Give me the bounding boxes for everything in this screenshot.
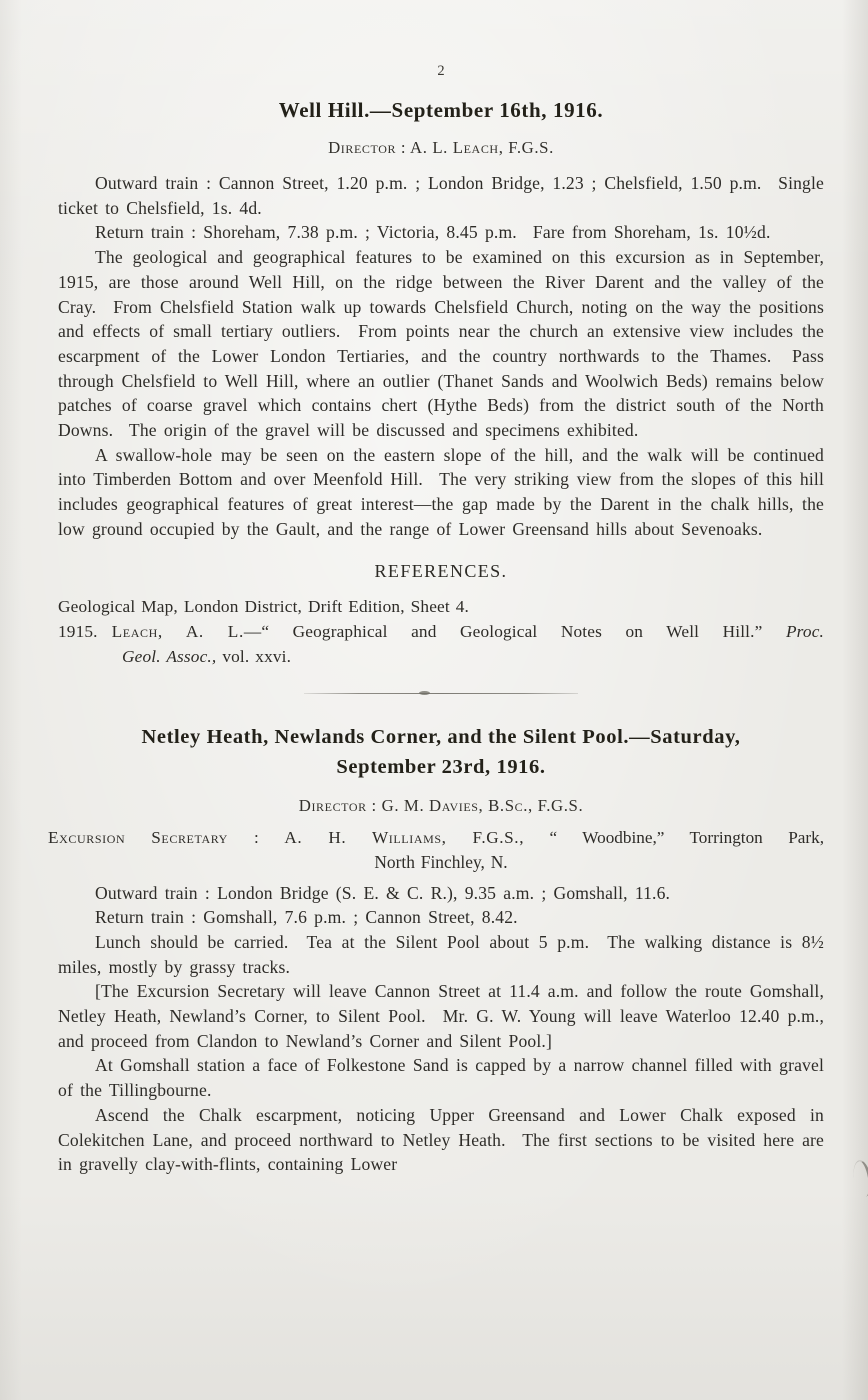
- references-heading: REFERENCES.: [374, 560, 508, 581]
- reference-year: 1915.: [58, 621, 98, 641]
- reference-journal-start: Proc.: [785, 621, 824, 641]
- paragraph-geological-features: The geological and geographical features to be examined on this excursion as in September, 1915, are those around Well Hill, on the ridge between the River Darent and the valley of the Cray. From Chelsfield Station walk up towards Chelsfield Church, noting on the way the positions and effects of small tertiary outliers. From points near the church an extensive view includes the escarpment of the Lower London Tertiaries, and the country northwards to the Thames. Pass through Chelsfield to Well Hill, where an outlier (Thanet Sands and Woolwich Beds) remains below patches of coarse gravel which contains chert (Hythe Beds) from the district south of the North Downs. The origin of the gravel will be discussed and specimens exhibited.: [58, 247, 824, 441]
- reference-title: —“ Geographical and Geological Notes on Well Hill.”: [243, 621, 763, 641]
- paragraph-return-train: Return train : Shoreham, 7.38 p.m. ; Victoria, 8.45 p.m. Fare from Shoreham, 1s. 10½d.: [95, 222, 771, 243]
- director-line: Director : A. L. Leach, F.G.S.: [328, 138, 554, 157]
- reference-author: Leach, A. L.: [111, 621, 244, 641]
- excursion-body: [58, 171, 824, 542]
- reference-item-leach-continued: [122, 644, 824, 669]
- paragraph-route-plan: [The Excursion Secretary will leave Cannon Street at 11.4 a.m. and follow the route Gomshall, Netley Heath, Newland’s Corner, to Silent Pool. Mr. G. W. Young will leave Waterloo 12.40 p.m., and proceed from Clandon to Newland’s Corner and Silent Pool.]: [58, 981, 824, 1051]
- page-number: 2: [437, 63, 445, 79]
- paragraph-swallow-hole: A swallow-hole may be seen on the eastern slope of the hill, and the walk will be continued into Timberden Bottom and over Meenfold Hill. The very striking view from the slopes of this hill includes geographical features of great interest—the gap made by the Darent in the chalk hills, the low ground occupied by the Gault, and the range of Lower Greensand hills about Sevenoaks.: [58, 444, 824, 539]
- reference-item-map: Geological Map, London District, Drift Edition, Sheet 4.: [58, 596, 470, 616]
- section-divider-rule: [304, 693, 578, 694]
- title-line-1: Netley Heath, Newlands Corner, and the Silent Pool.—Saturday,: [141, 725, 741, 748]
- excursion-title-well-hill: Well Hill.—September 16th, 1916.: [278, 98, 604, 122]
- paragraph-outward-train-2: Outward train : London Bridge (S. E. & C. R.), 9.35 a.m. ; Gomshall, 11.6.: [95, 882, 671, 903]
- excursion-title-netley-heath: [58, 722, 824, 782]
- page-edge-blemish: [851, 1159, 868, 1198]
- paragraph-outward-train: Outward train : Cannon Street, 1.20 p.m. ; London Bridge, 1.23 ; Chelsfield, 1.50 p.m. Single ticket to Chelsfield, 1s. 4d.: [58, 173, 824, 218]
- excursion-body-2: [58, 881, 824, 1177]
- reference-item-leach: [58, 619, 824, 644]
- section-well-hill: [58, 96, 824, 669]
- paragraph-ascend-chalk: Ascend the Chalk escarpment, noticing Upper Greensand and Lower Chalk exposed in Colekitchen Lane, and proceed northward to Netley Heath. The first sections to be visited here are in gravelly clay-with-flints, containing Lower: [58, 1104, 824, 1175]
- director-line-2: Director : G. M. Davies, B.Sc., F.G.S.: [298, 795, 584, 815]
- paragraph-lunch: Lunch should be carried. Tea at the Silent Pool about 5 p.m. The walking distance is 8½ miles, mostly by grassy tracks.: [58, 931, 824, 977]
- secretary-address: “ Woodbine,” Torrington Park,: [549, 827, 824, 847]
- secretary-name: Excursion Secretary : A. H. Williams, F.G.S.,: [48, 827, 525, 847]
- reference-journal-end: Geol. Assoc.,: [122, 646, 217, 666]
- paragraph-gomshall-station: At Gomshall station a face of Folkestone Sand is capped by a narrow channel filled with gravel of the Tillingbourne.: [58, 1055, 824, 1101]
- reference-volume: vol. xxvi.: [222, 646, 292, 666]
- secretary-address-line2: North Finchley, N.: [374, 851, 508, 872]
- excursion-secretary-line: [48, 825, 824, 850]
- section-netley-heath: [48, 722, 824, 1177]
- title-line-2: September 23rd, 1916.: [336, 755, 546, 778]
- paragraph-return-train-2: Return train : Gomshall, 7.6 p.m. ; Cannon Street, 8.42.: [95, 907, 518, 928]
